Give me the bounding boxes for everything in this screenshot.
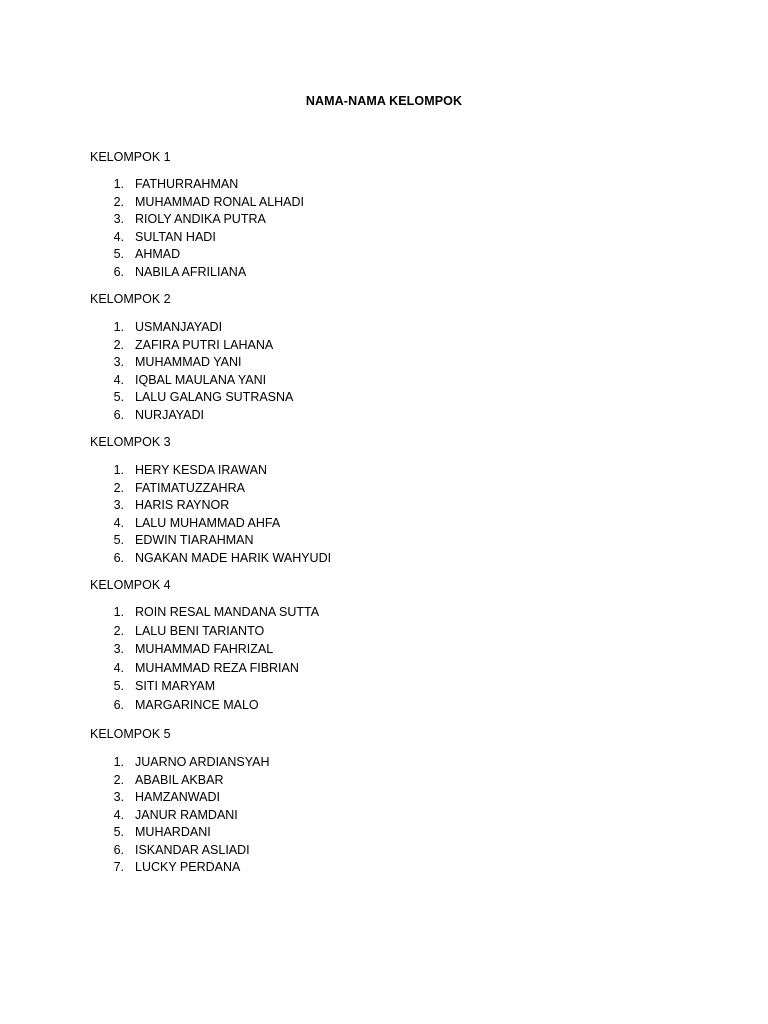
list-item [0,319,768,337]
list-item [0,389,768,407]
list-item [0,264,768,282]
list-item [0,480,768,498]
member-name: JUARNO ARDIANSYAH [135,755,270,769]
member-name: SULTAN HADI [135,229,216,244]
item-number: 2. [113,480,124,495]
list-item [0,497,768,515]
list-item [0,677,768,696]
group-1-member-list [0,176,768,281]
list-item [0,824,768,842]
item-number: 5. [113,533,124,547]
list-item [0,550,768,568]
item-number: 1. [113,177,124,191]
member-name: FATHURRAHMAN [135,177,239,191]
member-name: HARIS RAYNOR [135,498,230,512]
group-heading-3: KELOMPOK 3 [90,435,171,449]
item-number: 6. [113,264,124,279]
member-name: EDWIN TIARAHMAN [135,533,254,547]
member-name: HAMZANWADI [135,790,220,804]
item-number: 4. [113,372,124,387]
member-name: MARGARINCE MALO [135,697,259,712]
list-item [0,176,768,194]
page-title: NAMA-NAMA KELOMPOK [305,94,463,108]
member-name: AHMAD [135,247,181,261]
member-name: LALU MUHAMMAD AHFA [135,515,281,530]
item-number: 3. [113,498,124,512]
list-item [0,246,768,264]
list-item [0,354,768,372]
item-number: 4. [113,807,124,822]
item-number: 1. [113,320,124,334]
group-heading-5: KELOMPOK 5 [90,727,171,741]
member-name: MUHAMMAD YANI [135,355,242,369]
member-name: ROIN RESAL MANDANA SUTTA [135,605,320,619]
item-number: 2. [113,772,124,787]
list-item [0,372,768,390]
item-number: 2. [113,194,124,209]
member-name: LALU BENI TARIANTO [135,623,265,638]
item-number: 5. [113,679,124,694]
item-number: 5. [113,247,124,261]
member-name: ABABIL AKBAR [135,772,224,787]
member-name: USMANJAYADI [135,320,223,334]
item-number: 7. [113,860,124,874]
member-name: IQBAL MAULANA YANI [135,372,267,387]
item-number: 2. [113,337,124,352]
item-number: 6. [113,550,124,565]
member-name: LUCKY PERDANA [135,860,241,874]
list-item [0,337,768,355]
member-name: ISKANDAR ASLIADI [135,842,250,857]
group-3-member-list [0,462,768,567]
list-item [0,462,768,480]
item-number: 6. [113,842,124,857]
item-number: 6. [113,697,124,712]
item-number: 6. [113,407,124,422]
member-name: FATIMATUZZAHRA [135,480,245,495]
member-name: SITI MARYAM [135,679,216,694]
list-item [0,754,768,772]
item-number: 5. [113,390,124,404]
item-number: 3. [113,212,124,226]
item-number: 3. [113,790,124,804]
item-number: 4. [113,660,124,675]
item-number: 3. [113,355,124,369]
list-item [0,696,768,715]
member-name: MUHAMMAD RONAL ALHADI [135,194,305,209]
item-number: 4. [113,229,124,244]
member-name: RIOLY ANDIKA PUTRA [135,212,266,226]
item-number: 1. [113,755,124,769]
list-item [0,211,768,229]
member-name: MUHAMMAD FAHRIZAL [135,642,274,657]
list-item [0,532,768,550]
member-name: JANUR RAMDANI [135,807,238,822]
group-heading-1: KELOMPOK 1 [90,150,171,164]
list-item [0,622,768,641]
list-item [0,842,768,860]
item-number: 1. [113,605,124,619]
group-2-member-list [0,319,768,424]
list-item [0,640,768,659]
member-name: MUHARDANI [135,825,211,839]
list-item [0,789,768,807]
member-name: ZAFIRA PUTRI LAHANA [135,337,274,352]
list-item [0,194,768,212]
member-name: NURJAYADI [135,407,204,422]
group-heading-2: KELOMPOK 2 [90,292,171,306]
list-item [0,515,768,533]
member-name: LALU GALANG SUTRASNA [135,390,294,404]
list-item [0,659,768,678]
item-number: 1. [113,463,124,477]
list-item [0,229,768,247]
member-name: HERY KESDA IRAWAN [135,463,267,477]
group-4-member-list [0,603,768,715]
item-number: 2. [113,623,124,638]
item-number: 3. [113,642,124,657]
member-name: NABILA AFRILIANA [135,264,247,279]
list-item [0,807,768,825]
list-item [0,772,768,790]
member-name: NGAKAN MADE HARIK WAHYUDI [135,550,332,565]
list-item [0,859,768,877]
list-item [0,603,768,622]
list-item [0,407,768,425]
member-name: MUHAMMAD REZA FIBRIAN [135,660,299,675]
item-number: 5. [113,825,124,839]
item-number: 4. [113,515,124,530]
group-heading-4: KELOMPOK 4 [90,578,171,592]
group-5-member-list [0,754,768,877]
